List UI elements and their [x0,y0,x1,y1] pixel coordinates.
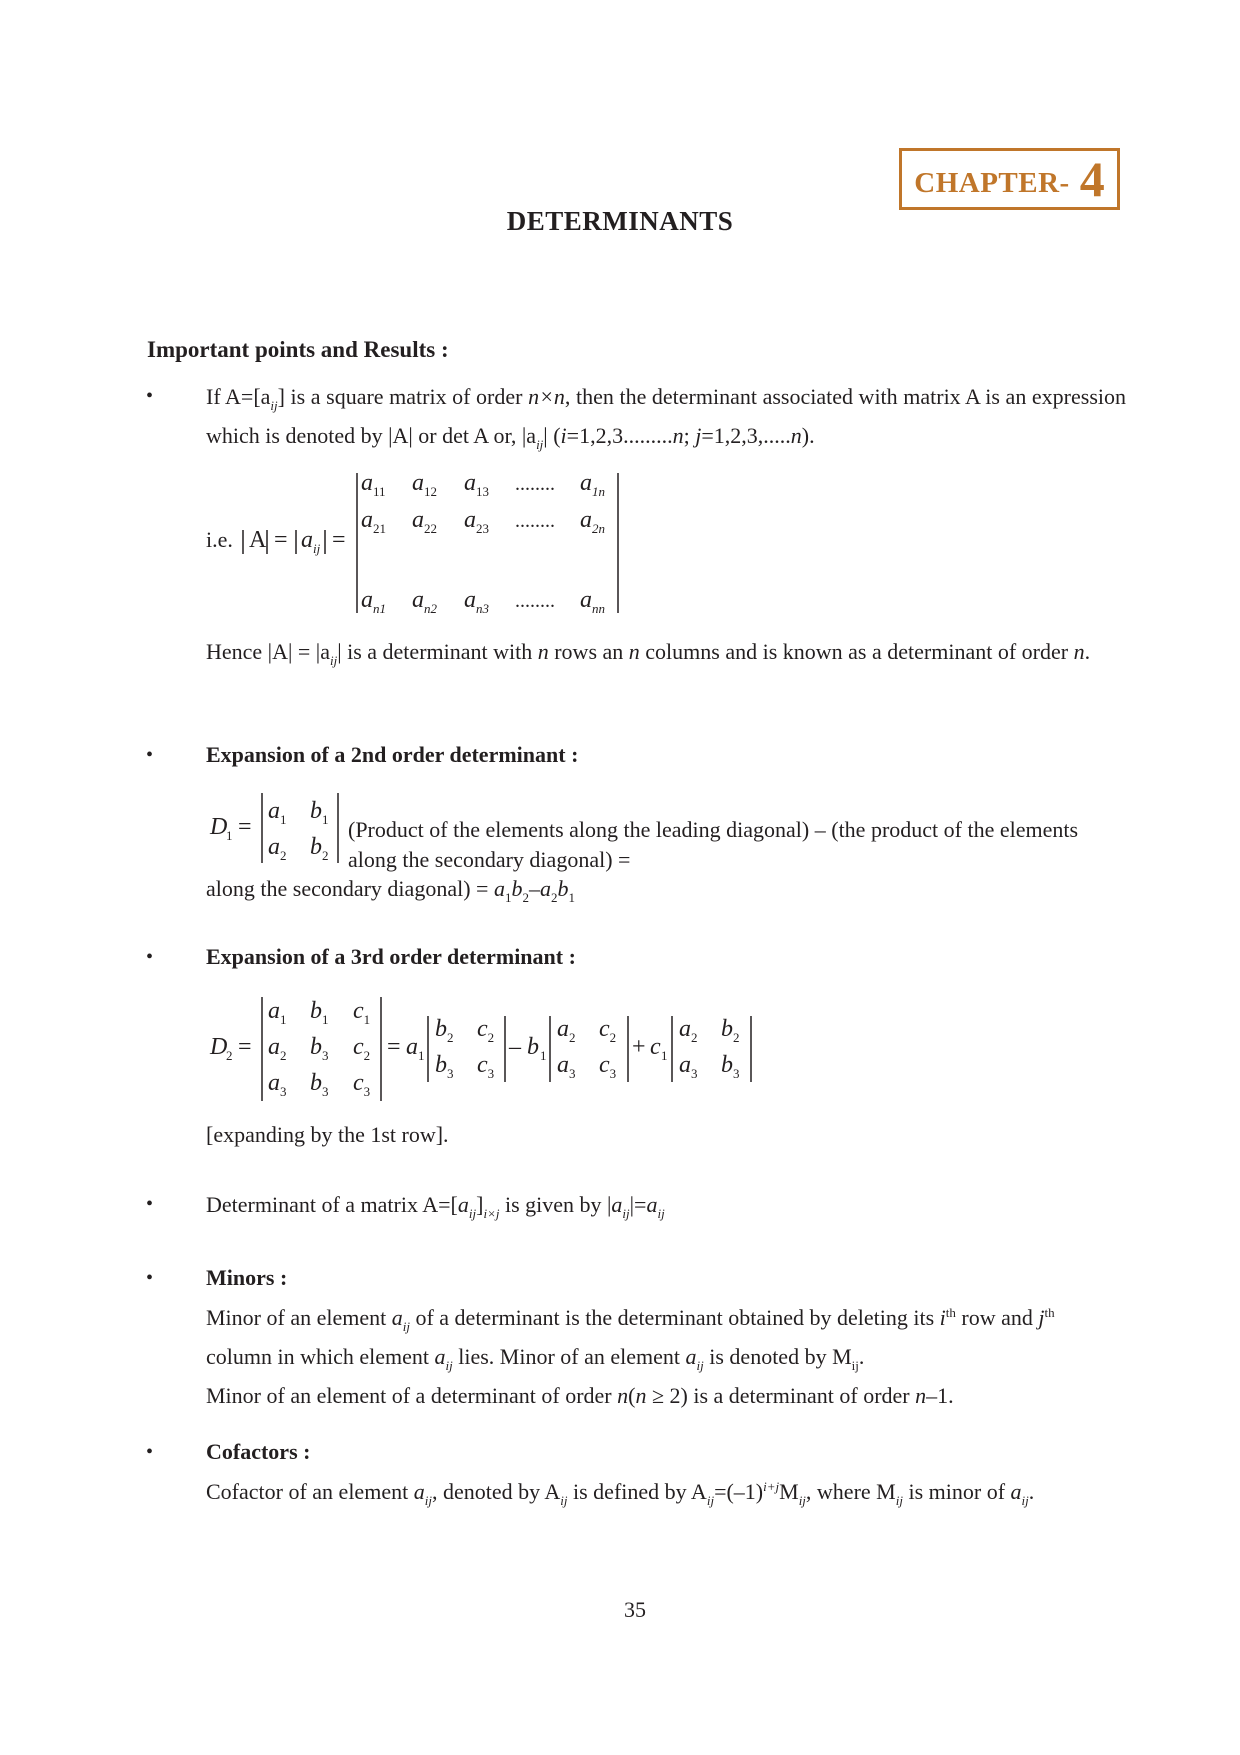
bullet: • [146,385,154,407]
second-order-heading: Expansion of a 2nd order determinant : [206,742,579,767]
svg-text:1: 1 [661,1048,668,1063]
matrix-element: $a_{21}$ [361,507,386,536]
matrix-definition-paragraph: If $A=[a_{ij}]$ is a square matrix of order n×n, then the determinant associated with matrix A is an expression which is denoted by |A| or det A or, $|a_{ij}|$ (i=1,2,3.........n; j=1,2,3,.....n). [206,384,1126,452]
minors-heading: Minors : [206,1265,288,1290]
matrix-element: $a_2$ [268,834,287,863]
one-by-one-paragraph: Determinant of a matrix $A=[a_{ij}]_{i\times j}$ is given by $|a_{ij}|=a_{ij}$ [206,1192,665,1221]
svg-text:D: D [210,814,228,840]
minor-element: $b_3$ [435,1052,454,1081]
svg-text:a: a [301,527,313,553]
svg-text:–: – [509,1034,521,1060]
matrix-element: $a_1$ [268,998,287,1027]
matrix-element: $b_3$ [310,1070,329,1099]
minor-element: $c_2$ [599,1016,617,1045]
svg-text:=: = [387,1034,401,1060]
third-order-determinant [204,994,764,1104]
svg-text:ij: ij [313,541,321,556]
ie-label: i.e. [206,527,233,552]
matrix-element: $a_{n1}$ [361,587,386,616]
minor-element: $a_3$ [557,1052,576,1081]
svg-text:=: = [332,527,346,553]
matrix-element: $c_2$ [353,1034,371,1063]
svg-text:a: a [406,1034,418,1060]
matrix-element: $a_{2n}$ [580,507,605,536]
svg-text:2: 2 [226,1048,233,1063]
second-order-determinant [204,790,354,866]
minor-element: $a_2$ [679,1016,698,1045]
minor-element: $a_2$ [557,1016,576,1045]
minor-element: $b_3$ [721,1052,740,1081]
expansion-note: [expanding by the 1st row]. [206,1122,449,1147]
bullet: • [146,1193,154,1215]
page-title: DETERMINANTS [506,206,734,236]
matrix-element: $a_3$ [268,1070,287,1099]
matrix-element: $b_3$ [310,1034,329,1063]
matrix-element: $b_2$ [310,834,329,863]
cofactors-heading: Cofactors : [206,1439,311,1464]
matrix-element: $a_{11}$ [361,470,386,499]
minor-element: $b_2$ [435,1016,454,1045]
svg-text:1: 1 [418,1048,425,1063]
bullet: • [146,1267,154,1289]
general-determinant [200,470,640,620]
chapter-label: CHAPTER- [914,166,1070,199]
bullet: • [146,946,154,968]
minor-element: $c_3$ [599,1052,617,1081]
chapter-badge [899,148,1120,210]
svg-text:1: 1 [540,1048,547,1063]
svg-text:=: = [238,814,252,840]
matrix-element: $a_{n2}$ [412,587,437,616]
svg-text:D: D [210,1034,228,1060]
matrix-element: $a_2$ [268,1034,287,1063]
minor-element: $b_2$ [721,1016,740,1045]
svg-text:c: c [650,1034,661,1060]
svg-text:+: + [632,1034,646,1060]
chapter-number: 4 [1079,151,1105,207]
matrix-element: $a_{1n}$ [580,470,605,499]
minor-element: $c_3$ [477,1052,495,1081]
matrix-element: $b_1$ [310,798,329,827]
matrix-element: $a_1$ [268,798,287,827]
page-number: 35 [624,1597,646,1622]
bullet: • [146,744,154,766]
minors-paragraph: Minor of an element $a_{ij}$ of a determinant is the determinant obtained by deleting its $i^{th}$ row and $j^{th}$ column in which element $a_{ij}$ lies. Minor of an element $a_{ij}$ is denoted by $M_{ij}$. Minor of an element of a determinant of order n(n ≥ 2) is a determinant of order n–1. [206,1305,1055,1408]
matrix-element: $a_{23}$ [464,507,489,536]
svg-text:b: b [527,1034,539,1060]
matrix-element: $c_1$ [353,998,371,1027]
matrix-element: $a_{13}$ [464,470,489,499]
matrix-element: ........ [515,473,555,495]
matrix-element: ........ [515,510,555,532]
minor-element: $a_3$ [679,1052,698,1081]
matrix-element: ........ [515,590,555,612]
bullet: • [146,1441,154,1463]
third-order-heading: Expansion of a 3rd order determinant : [206,944,576,969]
matrix-element: $a_{22}$ [412,507,437,536]
minor-element: $c_2$ [477,1016,495,1045]
matrix-element: $a_{12}$ [412,470,437,499]
svg-text:1: 1 [226,828,233,843]
second-order-formula: along the secondary diagonal) = $a_1b_2-a_2b_1$ [206,876,575,905]
second-order-text-a: (Product of the elements along the leading diagonal) – (the product of the elements along the secondary diagonal) = [348,817,1079,872]
matrix-element: $c_3$ [353,1070,371,1099]
svg-text:=: = [274,527,288,553]
matrix-element: $a_{nn}$ [580,587,605,616]
matrix-element: $b_1$ [310,998,329,1027]
matrix-element: $a_{n3}$ [464,587,489,616]
cofactors-paragraph: Cofactor of an element $a_{ij}$, denoted by $A_{ij}$ is defined by $A_{ij}=(-1)^{i+j}M_{ij}$, where $M_{ij}$ is minor of $a_{ij}$. [206,1479,1035,1508]
svg-text:=: = [238,1034,252,1060]
section-heading: Important points and Results : [147,337,449,362]
svg-text:A: A [249,527,267,553]
hence-paragraph: Hence $|A| = |a_{ij}|$ is a determinant with n rows an n columns and is known as a determinant of order n. [206,639,1091,668]
